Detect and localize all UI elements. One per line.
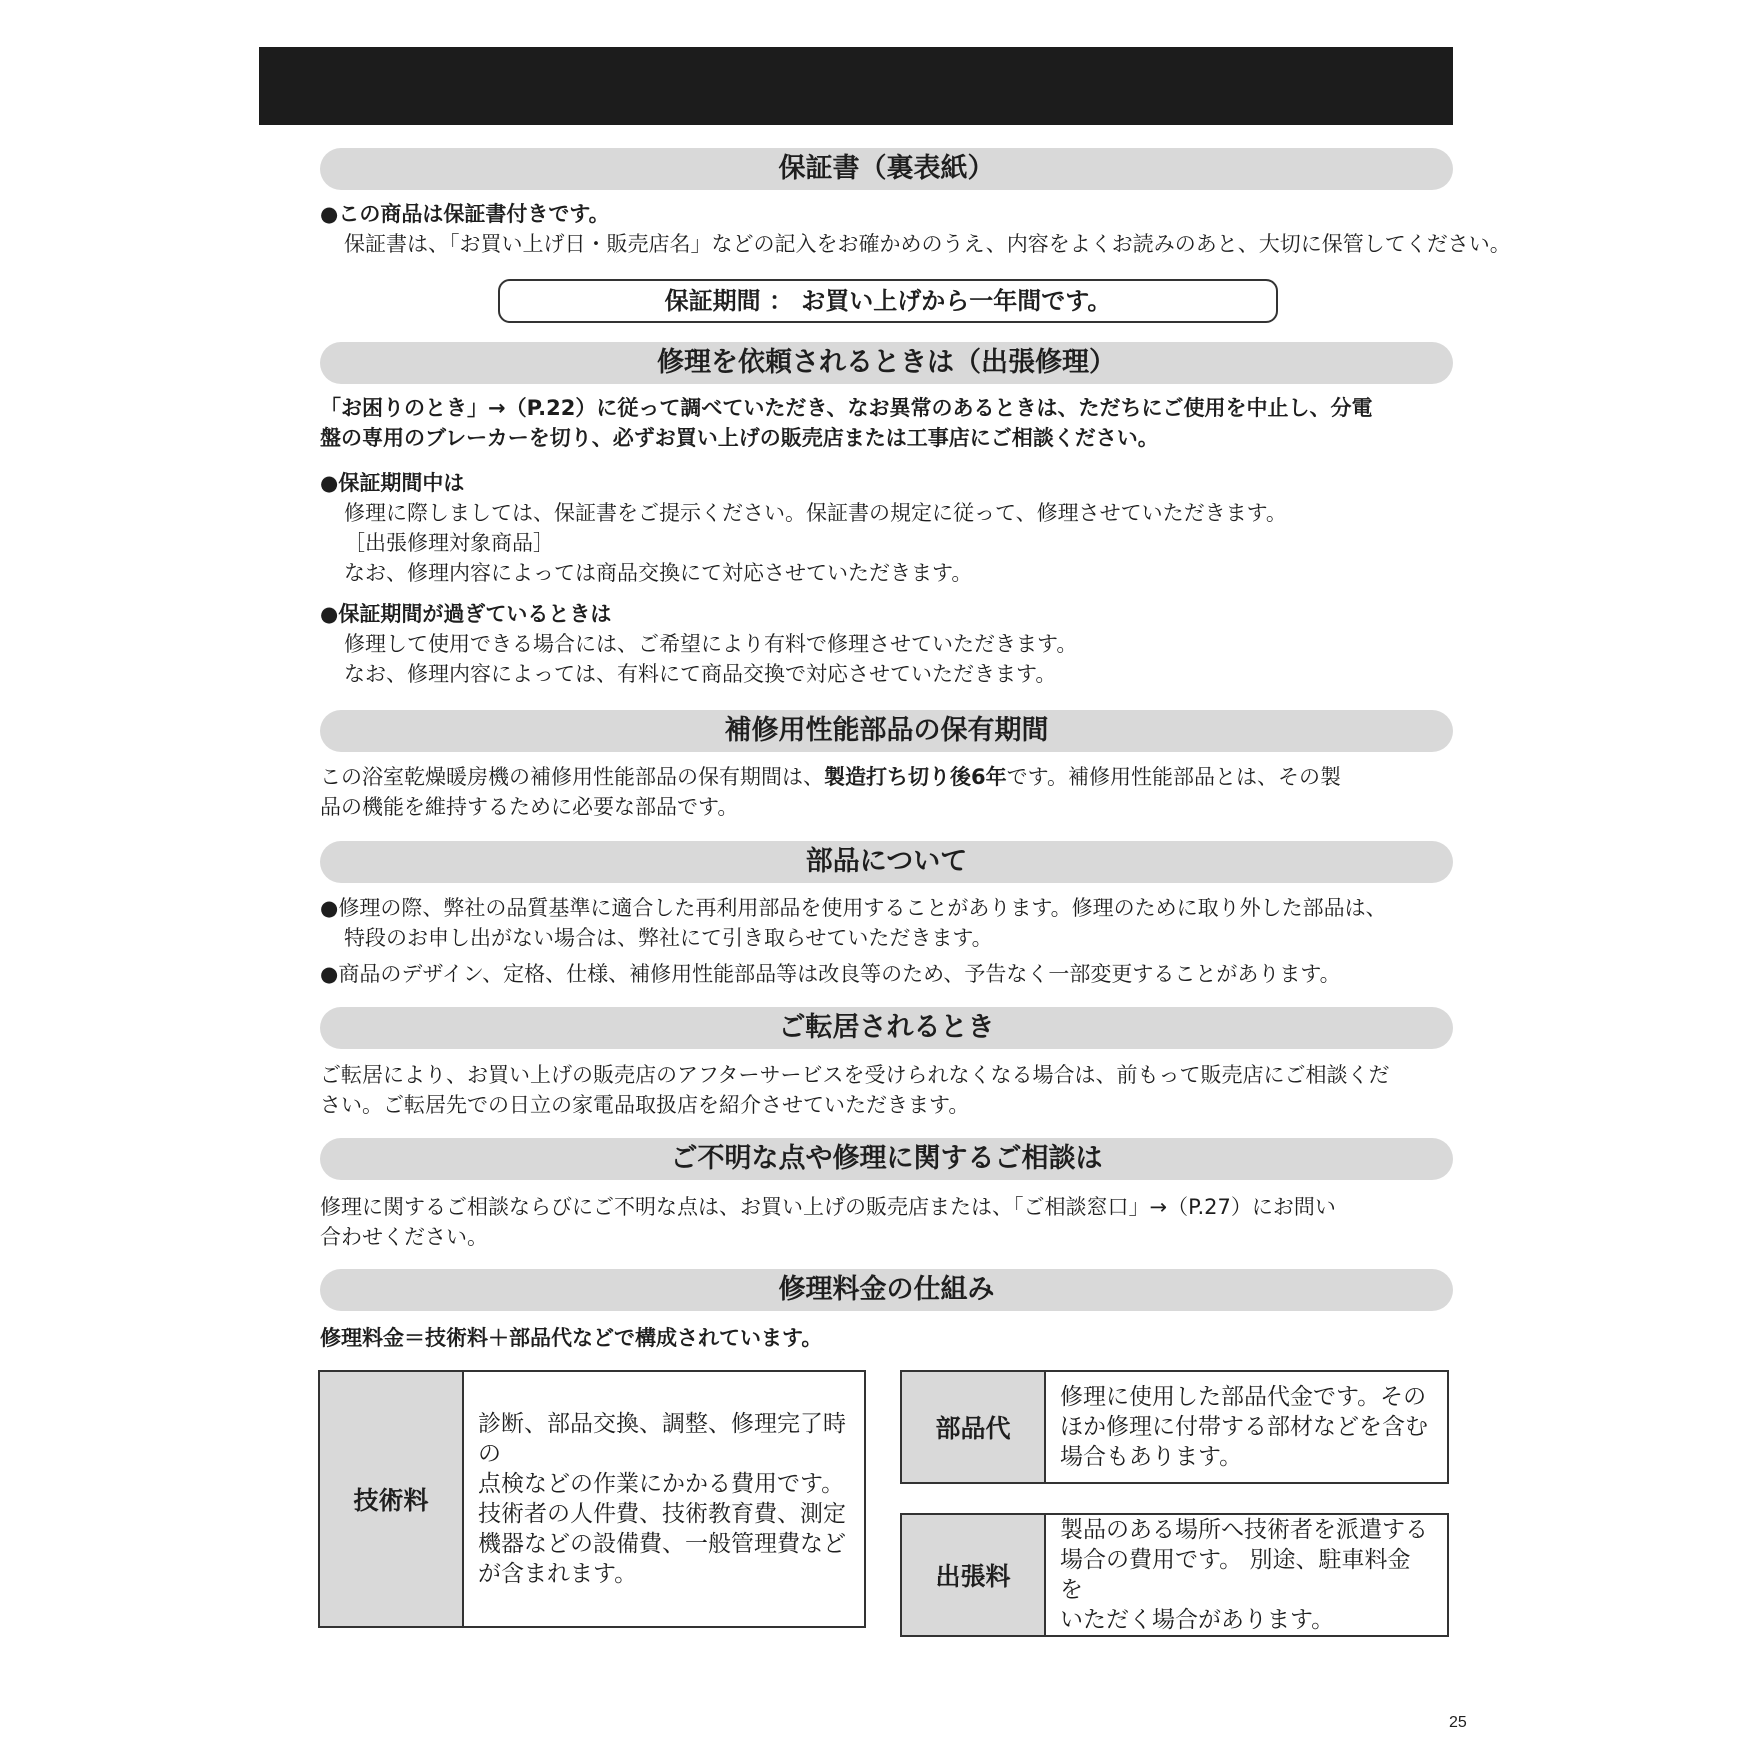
- after-period-title: ●保証期間が過ぎているときは: [320, 602, 612, 626]
- tech-fee-line: 機器などの設備費、一般管理費など: [478, 1531, 846, 1557]
- trip-fee-table: [900, 1513, 1449, 1637]
- parts-period-line1: [320, 762, 1470, 792]
- tech-fee-table: [318, 1370, 866, 1628]
- warranty-heading: 保証書（裏表紙）: [320, 148, 1453, 190]
- consult-line1: 修理に関するご相談ならびにご不明な点は、お買い上げの販売店または、「ご相談窓口」→（P.27）にお問い: [320, 1195, 1336, 1219]
- parts-fee-label: 部品代: [901, 1371, 1045, 1483]
- moving-line2: さい。ご転居先での日立の家電品取扱店を紹介させていただきます。: [320, 1093, 970, 1117]
- warranty-period-box: 保証期間 ： お買い上げから一年間です。: [498, 279, 1278, 323]
- trip-fee-label: 出張料: [901, 1514, 1045, 1636]
- moving-line1: ご転居により、お買い上げの販売店のアフターサービスを受けられなくなる場合は、前もって販売店にご相談くだ: [320, 1063, 1390, 1087]
- tech-fee-line: 技術者の人件費、技術教育費、測定: [478, 1501, 846, 1527]
- header-bar: [259, 47, 1453, 125]
- moving-heading: ご転居されるとき: [320, 1007, 1453, 1049]
- fee-formula: 修理料金＝技術料＋部品代などで構成されています。: [320, 1326, 823, 1350]
- parts-period-highlight: 製造打ち切り後6年: [824, 765, 1007, 789]
- repair-intro-line1: 「お困りのとき」→（P.22）に従って調べていただき、なお異常のあるときは、ただちにご使用を中止し、分電: [320, 396, 1373, 420]
- parts-fee-table: [900, 1370, 1449, 1484]
- trip-fee-line: 製品のある場所へ技術者を派遣する: [1060, 1517, 1428, 1543]
- after-period-line1: 修理して使用できる場合には、ご希望により有料で修理させていただきます。: [344, 632, 1078, 656]
- parts-fee-desc: [1045, 1371, 1448, 1483]
- tech-fee-desc: [463, 1371, 865, 1627]
- parts-period-heading: 補修用性能部品の保有期間: [320, 710, 1453, 752]
- parts-fee-line: 場合もあります。: [1060, 1444, 1243, 1470]
- repair-intro-line2: 盤の専用のブレーカーを切り、必ずお買い上げの販売店または工事店にご相談ください。: [320, 426, 1159, 450]
- trip-fee-line: 場合の費用です。 別途、駐車料金を: [1060, 1547, 1411, 1603]
- parts-item1-line2: 特段のお申し出がない場合は、弊社にて引き取らせていただきます。: [344, 926, 993, 950]
- warranty-bullet: ●この商品は保証書付きです。: [320, 202, 610, 226]
- parts-period-line1-b: です。補修用性能部品とは、その製: [1006, 765, 1341, 789]
- in-period-line1: 修理に際しましては、保証書をご提示ください。保証書の規定に従って、修理させていただきます。: [344, 501, 1287, 525]
- consult-line2: 合わせください。: [320, 1225, 488, 1249]
- page-number: 25: [1449, 1714, 1467, 1731]
- trip-fee-desc: [1045, 1514, 1448, 1636]
- in-period-line2: ［出張修理対象商品］: [344, 531, 554, 555]
- parts-period-line1-a: この浴室乾燥暖房機の補修用性能部品の保有期間は、: [320, 765, 824, 789]
- repair-request-heading: 修理を依頼されるときは（出張修理）: [320, 342, 1453, 384]
- in-period-line3: なお、修理内容によっては商品交換にて対応させていただきます。: [344, 561, 973, 585]
- parts-item2: ●商品のデザイン、定格、仕様、補修用性能部品等は改良等のため、予告なく一部変更することがあります。: [320, 962, 1341, 986]
- fee-heading: 修理料金の仕組み: [320, 1269, 1453, 1311]
- consult-heading: ご不明な点や修理に関するご相談は: [320, 1138, 1453, 1180]
- parts-fee-line: ほか修理に付帯する部材などを含む: [1060, 1414, 1428, 1440]
- parts-item1-line1: ●修理の際、弊社の品質基準に適合した再利用部品を使用することがあります。修理のために取り外した部品は、: [320, 896, 1387, 920]
- tech-fee-line: が含まれます。: [478, 1561, 638, 1587]
- tech-fee-line: 点検などの作業にかかる費用です。: [478, 1471, 845, 1497]
- warranty-text: 保証書は、「お買い上げ日・販売店名」などの記入をお確かめのうえ、内容をよくお読みのあと、大切に保管してください。: [344, 232, 1511, 256]
- after-period-line2: なお、修理内容によっては、有料にて商品交換で対応させていただきます。: [344, 662, 1057, 686]
- tech-fee-label: 技術料: [319, 1371, 463, 1627]
- parts-period-line2: 品の機能を維持するために必要な部品です。: [320, 795, 739, 819]
- in-period-title: ●保証期間中は: [320, 471, 465, 495]
- trip-fee-line: いただく場合があります。: [1060, 1607, 1335, 1633]
- parts-fee-line: 修理に使用した部品代金です。その: [1060, 1384, 1427, 1410]
- parts-heading: 部品について: [320, 841, 1453, 883]
- tech-fee-line: 診断、部品交換、調整、修理完了時の: [478, 1411, 846, 1467]
